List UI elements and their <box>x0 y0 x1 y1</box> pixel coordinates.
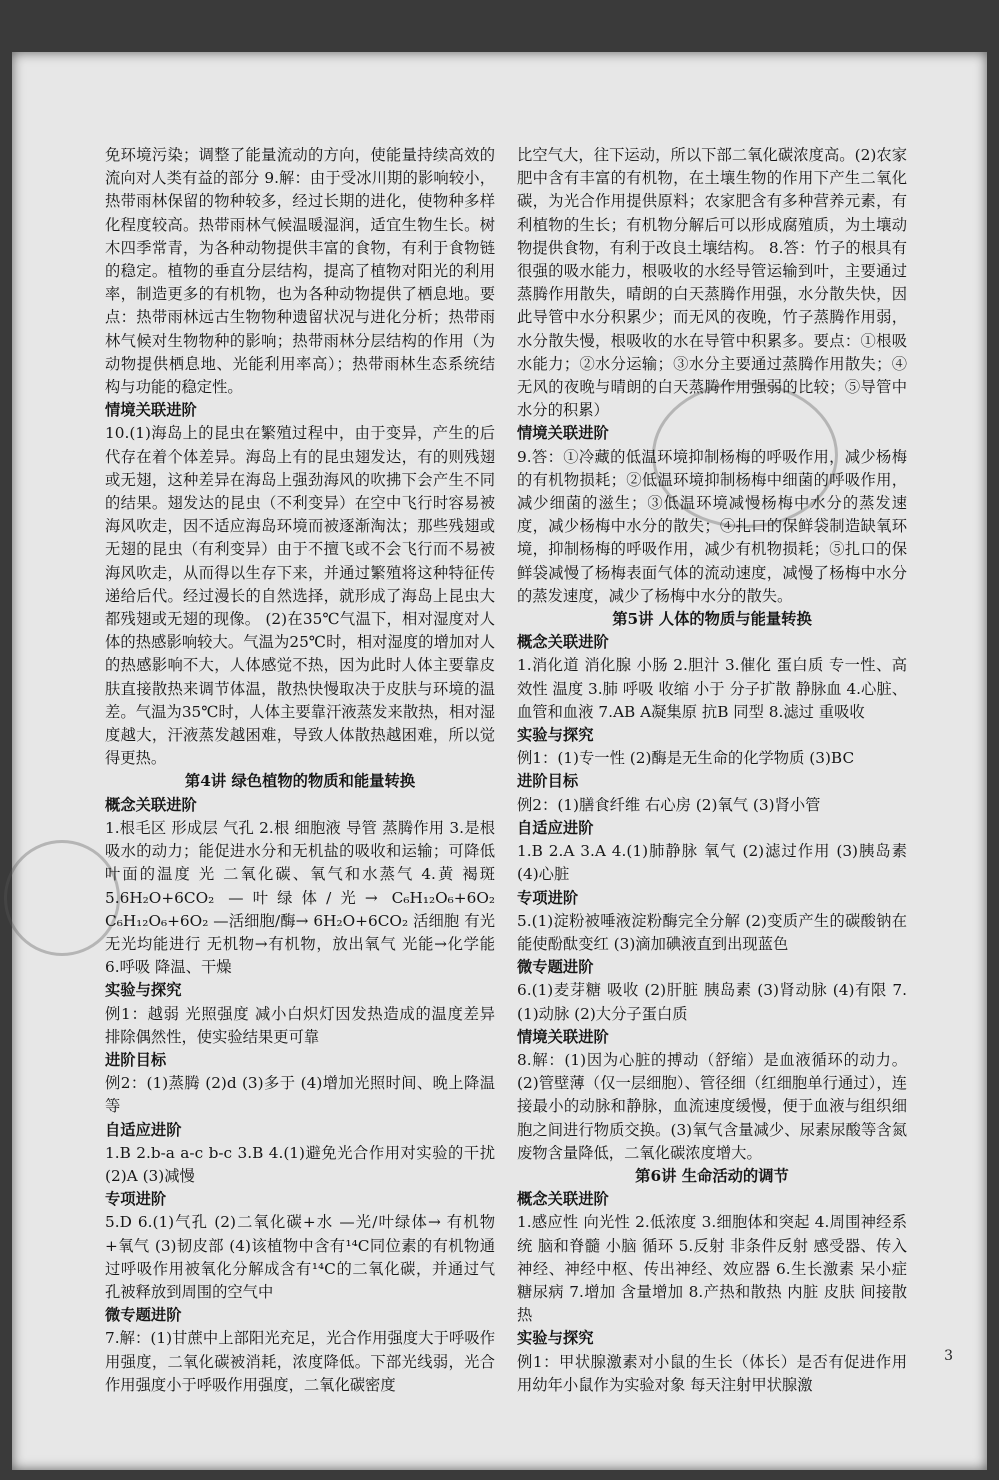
page-number: 3 <box>944 1348 953 1364</box>
section-heading: 概念关联进阶 <box>517 1190 609 1209</box>
section-heading: 微专题进阶 <box>105 1306 182 1325</box>
answer-paragraph: 比空气大，往下运动，所以下部二氧化碳浓度高。(2)农家肥中含有丰富的有机物，在土壤生物的作用下产生二氧化碳，为光合作用提供原料；农家肥含有多种营养元素，有利植物的生长；有机物分解后可以形成腐殖质，为土壤动物提供食物，有利于改良土壤结构。 8.答：竹子的根具有很强的吸水能力，根吸收的水经导管运输到叶，主要通过蒸腾作用散失，晴朗的白天蒸腾作用强，水分散失快，因此导管中水分积累少；而无风的夜晚，竹子蒸腾作用弱，水分散失慢，根吸收的水在导管中积累多。要点：①根吸水能力；②水分运输；③水分主要通过蒸腾作用散失；④无风的夜晚与晴朗的白天蒸腾作用强弱的比较；⑤导管中水分的积累） <box>517 146 907 420</box>
right-column <box>517 144 907 1397</box>
section-heading: 实验与探究 <box>105 981 182 1000</box>
section-heading: 情境关联进阶 <box>105 401 197 420</box>
lecture-title: 第6讲 生命活动的调节 <box>635 1166 789 1185</box>
answer-paragraph: 8.解：(1)因为心脏的搏动（舒缩）是血液循环的动力。(2)管壁薄（仅一层细胞）、管径细（红细胞单行通过），连接最小的动脉和静脉，血流速度缓慢，便于血液与组织细胞之间进行物质交换。(3)氧气含量减少、尿素尿酸等含氮废物含量降低，二氧化碳浓度增大。 <box>517 1050 907 1162</box>
left-column <box>105 144 495 1397</box>
answer-paragraph: 1.消化道 消化腺 小肠 2.胆汁 3.催化 蛋白质 专一性、高效性 温度 3.肺 呼吸 收缩 小于 分子扩散 静脉血 4.心脏、血管和血液 7.AB A凝集原 抗B 同型 8.滤过 重吸收 <box>517 656 907 721</box>
section-heading: 自适应进阶 <box>105 1120 182 1139</box>
answer-paragraph: 6.(1)麦芽糖 吸收 (2)肝脏 胰岛素 (3)肾动脉 (4)有限 7.(1)动脉 (2)大分子蛋白质 <box>517 981 907 1023</box>
answer-paragraph: 1.感应性 向光性 2.低浓度 3.细胞体和突起 4.周围神经系统 脑和脊髓 小脑 循环 5.反射 非条件反射 感受器、传入神经、神经中枢、传出神经、效应器 6.生长激素 呆小症 糖尿病 7.增加 含量增加 8.产热和散热 内脏 皮肤 间接散热 <box>517 1213 907 1325</box>
stamp-mark <box>4 840 120 956</box>
answer-paragraph: 1.B 2.A 3.A 4.(1)肺静脉 氧气 (2)滤过作用 (3)胰岛素 (4)心脏 <box>517 842 907 884</box>
answer-paragraph: 例1：越弱 光照强度 减小白炽灯因发热造成的温度差异 排除偶然性，使实验结果更可靠 <box>105 1004 495 1046</box>
section-heading: 实验与探究 <box>517 726 594 745</box>
answer-paragraph: 例1：甲状腺激素对小鼠的生长（体长）是否有促进作用 用幼年小鼠作为实验对象 每天注射甲状腺激 <box>517 1352 907 1394</box>
section-heading: 概念关联进阶 <box>517 633 609 652</box>
answer-paragraph: 1.根毛区 形成层 气孔 2.根 细胞液 导管 蒸腾作用 3.是根吸水的动力；能促进水分和无机盐的吸收和运输；可降低叶面的温度 光 二氧化碳、氧气和水蒸气 4.黄 褐斑 5.6H₂O+6CO₂ —叶绿体/光→ C₆H₁₂O₆+6O₂ C₆H₁₂O₆+6O₂ —活细胞/酶→ 6H₂O+6CO₂ 活细胞 有光无光均能进行 无机物→有机物，放出氧气 光能→化学能 6.呼吸 降温、干燥 <box>105 818 495 977</box>
answer-paragraph: 10.(1)海岛上的昆虫在繁殖过程中，由于变异，产生的后代存在着个体差异。海岛上有的昆虫翅发达，有的则残翅或无翅，这种差异在海岛上强劲海风的吹拂下会产生不同的结果。翅发达的昆虫（不利变异）在空中飞行时容易被海风吹走，因不适应海岛环境而被逐渐淘汰；那些残翅或无翅的昆虫（有利变异）由于不擅飞或不会飞行而不易被海风吹走，从而得以生存下来，并通过繁殖将这种特征传递给后代。经过漫长的自然选择，就形成了海岛上昆虫大都残翅或无翅的现像。 (2)在35℃气温下，相对湿度对人体的热感影响较大。气温为25℃时，相对湿度的增加对人的热感影响不大，人体感觉不热，因为此时人体主要靠皮肤直接散热来调节体温，散热快慢取决于皮肤与环境的温差。气温为35℃时，人体主要靠汗液蒸发来散热，相对湿度越大，汗液蒸发越困难，导致人体散热越困难，所以觉得更热。 <box>105 424 495 768</box>
answer-paragraph: 例2：(1)膳食纤维 右心房 (2)氧气 (3)肾小管 <box>517 795 821 814</box>
answer-paragraph: 例2：(1)蒸腾 (2)d (3)多于 (4)增加光照时间、晚上降温等 <box>105 1074 495 1116</box>
answer-paragraph: 免环境污染；调整了能量流动的方向，使能量持续高效的流向对人类有益的部分 9.解：由于受冰川期的影响较小，热带雨林保留的物种较多，经过长期的进化，使物种多样化程度较高。热带雨林气候温暖湿润，适宜生物生长。树木四季常青，为各种动物提供丰富的食物，有利于食物链的稳定。植物的垂直分层结构，提高了植物对阳光的利用率，制造更多的有机物，也为各种动物提供了栖息地。要点：热带雨林远古生物物种遗留状况与进化分析；热带雨林气候对生物物种的影响；热带雨林分层结构的作用（为动物提供栖息地、光能利用率高）；热带雨林生态系统结构与功能的稳定性。 <box>105 146 495 397</box>
section-heading: 微专题进阶 <box>517 958 594 977</box>
lecture-title: 第4讲 绿色植物的物质和能量转换 <box>184 772 416 791</box>
section-heading: 情境关联进阶 <box>517 424 609 443</box>
answer-paragraph: 5.(1)淀粉被唾液淀粉酶完全分解 (2)变质产生的碳酸钠在能使酚酞变红 (3)滴加碘液直到出现蓝色 <box>517 911 907 953</box>
section-heading: 进阶目标 <box>517 772 579 791</box>
answer-paragraph: 例1：(1)专一性 (2)酶是无生命的化学物质 (3)BC <box>517 749 855 768</box>
section-heading: 概念关联进阶 <box>105 795 197 814</box>
lecture-title: 第5讲 人体的物质与能量转换 <box>612 610 812 629</box>
section-heading: 情境关联进阶 <box>517 1027 609 1046</box>
answer-paragraph: 7.解：(1)甘蔗中上部阳光充足，光合作用强度大于呼吸作用强度，二氧化碳被消耗，浓度降低。下部光线弱，光合作用强度小于呼吸作用强度，二氧化碳密度 <box>105 1329 495 1394</box>
section-heading: 专项进阶 <box>517 888 579 907</box>
answer-paragraph: 5.D 6.(1)气孔 (2)二氧化碳+水 —光/叶绿体→ 有机物+氧气 (3)韧皮部 (4)该植物中含有¹⁴C同位素的有机物通过呼吸作用被氧化分解成含有¹⁴C的二氧化碳，并通过气孔被释放到周围的空气中 <box>105 1213 495 1301</box>
book-page <box>12 52 987 1470</box>
section-heading: 专项进阶 <box>105 1190 167 1209</box>
answer-paragraph: 1.B 2.b-a a-c b-c 3.B 4.(1)避免光合作用对实验的干扰 (2)A (3)减慢 <box>105 1143 495 1185</box>
section-heading: 实验与探究 <box>517 1329 594 1348</box>
section-heading: 自适应进阶 <box>517 818 594 837</box>
answer-paragraph: 9.答：①冷藏的低温环境抑制杨梅的呼吸作用，减少杨梅的有机物损耗；②低温环境抑制杨梅中细菌的呼吸作用，减少细菌的滋生；③低温环境减慢杨梅中水分的蒸发速度，减少杨梅中水分的散失；④扎口的保鲜袋制造缺氧环境，抑制杨梅的呼吸作用，减少有机物损耗；⑤扎口的保鲜袋减慢了杨梅表面气体的流动速度，减慢了杨梅中水分的蒸发速度，减少了杨梅中水分的散失。 <box>517 447 907 605</box>
section-heading: 进阶目标 <box>105 1050 167 1069</box>
